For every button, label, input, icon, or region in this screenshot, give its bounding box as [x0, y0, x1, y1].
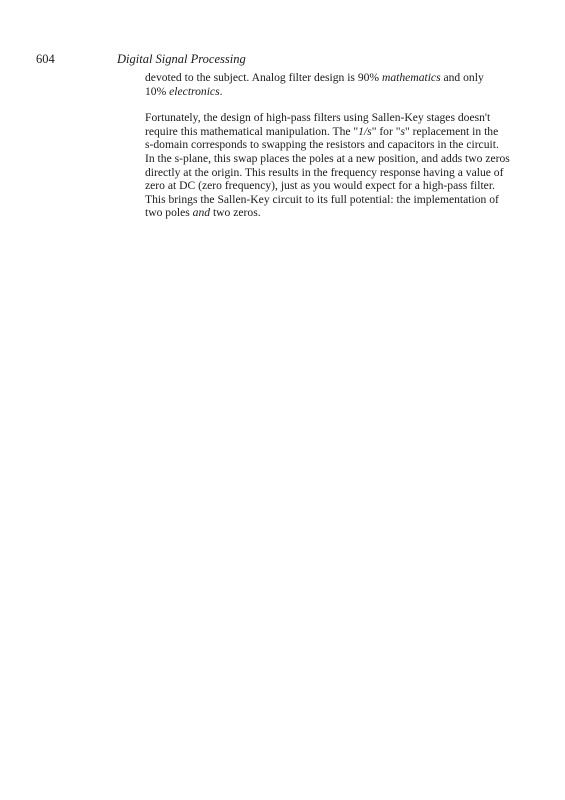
text-run: 10% — [145, 84, 170, 98]
paragraph-2-line-3: s-domain corresponds to swapping the resistors and capacitors in the circuit. — [145, 138, 499, 152]
text-run: two poles — [145, 206, 193, 220]
paragraph-2-line-6: zero at DC (zero frequency), just as you would expect for a high-pass filter. — [145, 179, 495, 193]
text-run: require this mathematical manipulation. The " — [145, 124, 359, 138]
text-run: " for " — [371, 124, 401, 138]
emphasis-1-over-s: 1/s — [358, 124, 372, 138]
page-number: 604 — [36, 52, 55, 66]
paragraph-2-line-8 — [145, 206, 516, 220]
emphasis-s: s — [400, 124, 405, 138]
text-run: and only — [440, 71, 484, 84]
text-run: two zeros. — [210, 206, 261, 220]
emphasis-mathematics: mathematics — [381, 71, 441, 84]
text-run: . — [219, 84, 223, 98]
paragraph-2-line-4: In the s-plane, this swap places the poles at a new position, and adds two zeros — [145, 151, 510, 165]
paragraph-2-line-7: This brings the Sallen-Key circuit to its full potential: the implementation of — [145, 192, 499, 206]
paragraph-1 — [145, 71, 516, 98]
emphasis-and: and — [192, 206, 211, 220]
emphasis-electronics: electronics — [169, 84, 220, 98]
paragraph-1-line-2 — [145, 85, 516, 99]
body-text — [145, 71, 516, 233]
text-run: " replacement in the — [404, 124, 499, 138]
paragraph-2 — [145, 111, 516, 220]
paragraph-2-line-1: Fortunately, the design of high-pass filters using Sallen-Key stages doesn't — [145, 111, 491, 125]
paragraph-1-line-1 — [145, 71, 516, 85]
running-title: Digital Signal Processing — [117, 52, 246, 66]
text-run: devoted to the subject. Analog filter design is 90% — [145, 71, 382, 84]
paragraph-2-line-5: directly at the origin. This results in the frequency response having a value of — [145, 165, 504, 179]
paragraph-2-line-2 — [145, 125, 516, 139]
